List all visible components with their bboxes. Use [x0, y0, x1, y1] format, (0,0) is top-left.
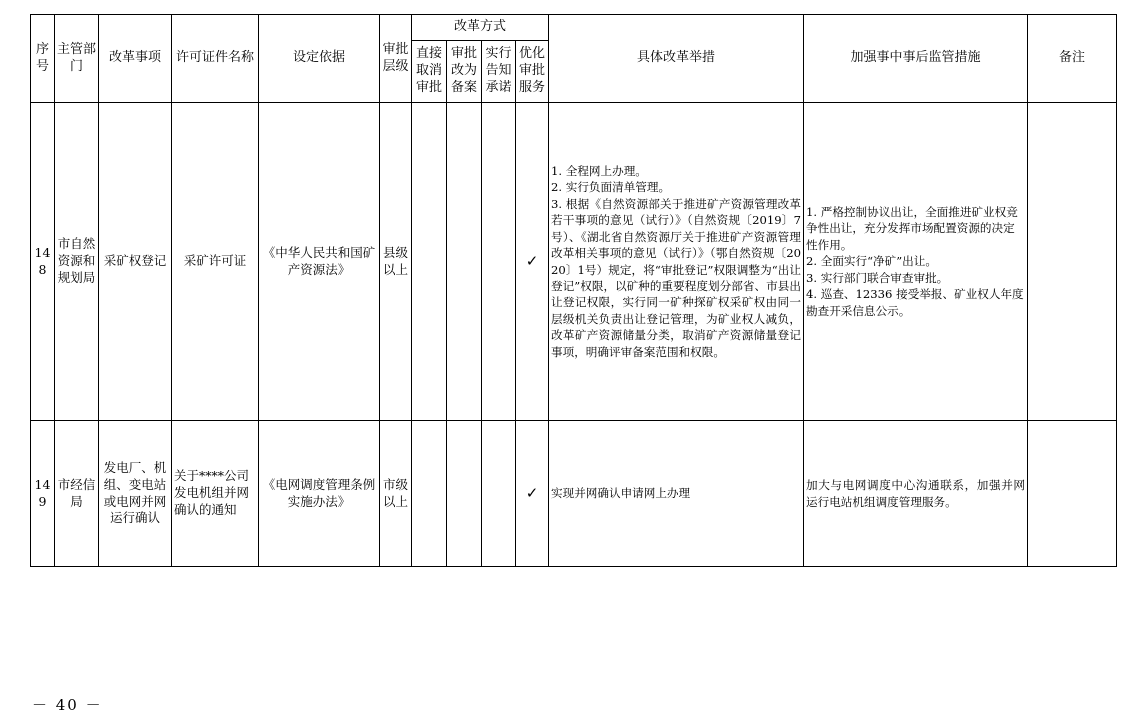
measure-line: 实现并网确认申请网上办理	[551, 486, 691, 501]
row-item: 采矿权登记	[99, 103, 172, 421]
supervision-line: 3. 实行部门联合审查审批。	[806, 270, 949, 285]
header-measures: 具体改革举措	[549, 15, 804, 103]
page-number: － 40 －	[32, 696, 103, 714]
header-basis: 设定依据	[259, 15, 380, 103]
header-level: 审批层级	[380, 15, 412, 103]
row-measures	[549, 103, 804, 421]
supervision-line: 加大与电网调度中心沟通联系，加强并网运行电站机组调度管理服务。	[806, 478, 1025, 509]
table-row	[31, 421, 1117, 567]
header-remarks: 备注	[1028, 15, 1117, 103]
header-mode-cancel: 直接取消审批	[412, 41, 447, 103]
row-dept: 市自然资源和规划局	[55, 103, 99, 421]
row-seq: 149	[31, 421, 55, 567]
row-remarks	[1028, 421, 1117, 567]
row-mark-optimize: ✓	[516, 421, 549, 567]
row-supervision	[804, 421, 1028, 567]
row-mark-filing	[447, 103, 482, 421]
measure-line: 1. 全程网上办理。	[551, 163, 647, 178]
header-mode-filing: 审批改为备案	[447, 41, 482, 103]
row-basis: 《电网调度管理条例实施办法》	[259, 421, 380, 567]
supervision-line: 2. 全面实行“净矿”出让。	[806, 254, 937, 269]
header-dept: 主管部门	[55, 15, 99, 103]
reform-table	[30, 14, 1117, 567]
header-mode-optimize: 优化审批服务	[516, 41, 549, 103]
measure-line: 3. 根据《自然资源部关于推进矿产资源管理改革若干事项的意见（试行）》（自然资规〔2019〕7号）、《湖北省自然资源厅关于推进矿产资源管理改革相关事项的意见（试行）》（鄂自然资规〔2020〕1号）规定，将“审批登记”权限调整为“出让登记”权限，以矿种的重要程度划分部省、市县出让登记权限，实行同一矿种探矿权采矿权由同一层级机关负责出让登记管理，为矿业权人减负，改革矿产资源储量分类，取消矿产资源储量登记事项，明确评审备案范围和权限。	[551, 196, 801, 359]
header-row-top	[31, 15, 1117, 41]
row-mark-commitment	[482, 421, 516, 567]
row-license: 采矿许可证	[172, 103, 259, 421]
row-mark-optimize: ✓	[516, 103, 549, 421]
header-supervision: 加强事中事后监管措施	[804, 15, 1028, 103]
row-measures	[549, 421, 804, 567]
header-seq: 序号	[31, 15, 55, 103]
header-mode-commitment: 实行告知承诺	[482, 41, 516, 103]
row-level: 县级以上	[380, 103, 412, 421]
supervision-line: 1. 严格控制协议出让，全面推进矿业权竞争性出让，充分发挥市场配置资源的决定性作用。	[806, 204, 1018, 252]
header-license: 许可证件名称	[172, 15, 259, 103]
header-item: 改革事项	[99, 15, 172, 103]
row-remarks	[1028, 103, 1117, 421]
row-mark-cancel	[412, 421, 447, 567]
row-license: 关于****公司发电机组并网确认的通知	[172, 421, 259, 567]
row-mark-filing	[447, 421, 482, 567]
measure-line: 2. 实行负面清单管理。	[551, 180, 671, 195]
row-mark-commitment	[482, 103, 516, 421]
row-dept: 市经信局	[55, 421, 99, 567]
header-reform-mode: 改革方式	[412, 15, 549, 41]
supervision-line: 4. 巡查、12336 接受举报、矿业权人年度勘查开采信息公示。	[806, 287, 1024, 318]
row-mark-cancel	[412, 103, 447, 421]
table-row	[31, 103, 1117, 421]
row-seq: 148	[31, 103, 55, 421]
row-basis: 《中华人民共和国矿产资源法》	[259, 103, 380, 421]
row-supervision	[804, 103, 1028, 421]
row-item: 发电厂、机组、变电站或电网并网运行确认	[99, 421, 172, 567]
row-level: 市级以上	[380, 421, 412, 567]
